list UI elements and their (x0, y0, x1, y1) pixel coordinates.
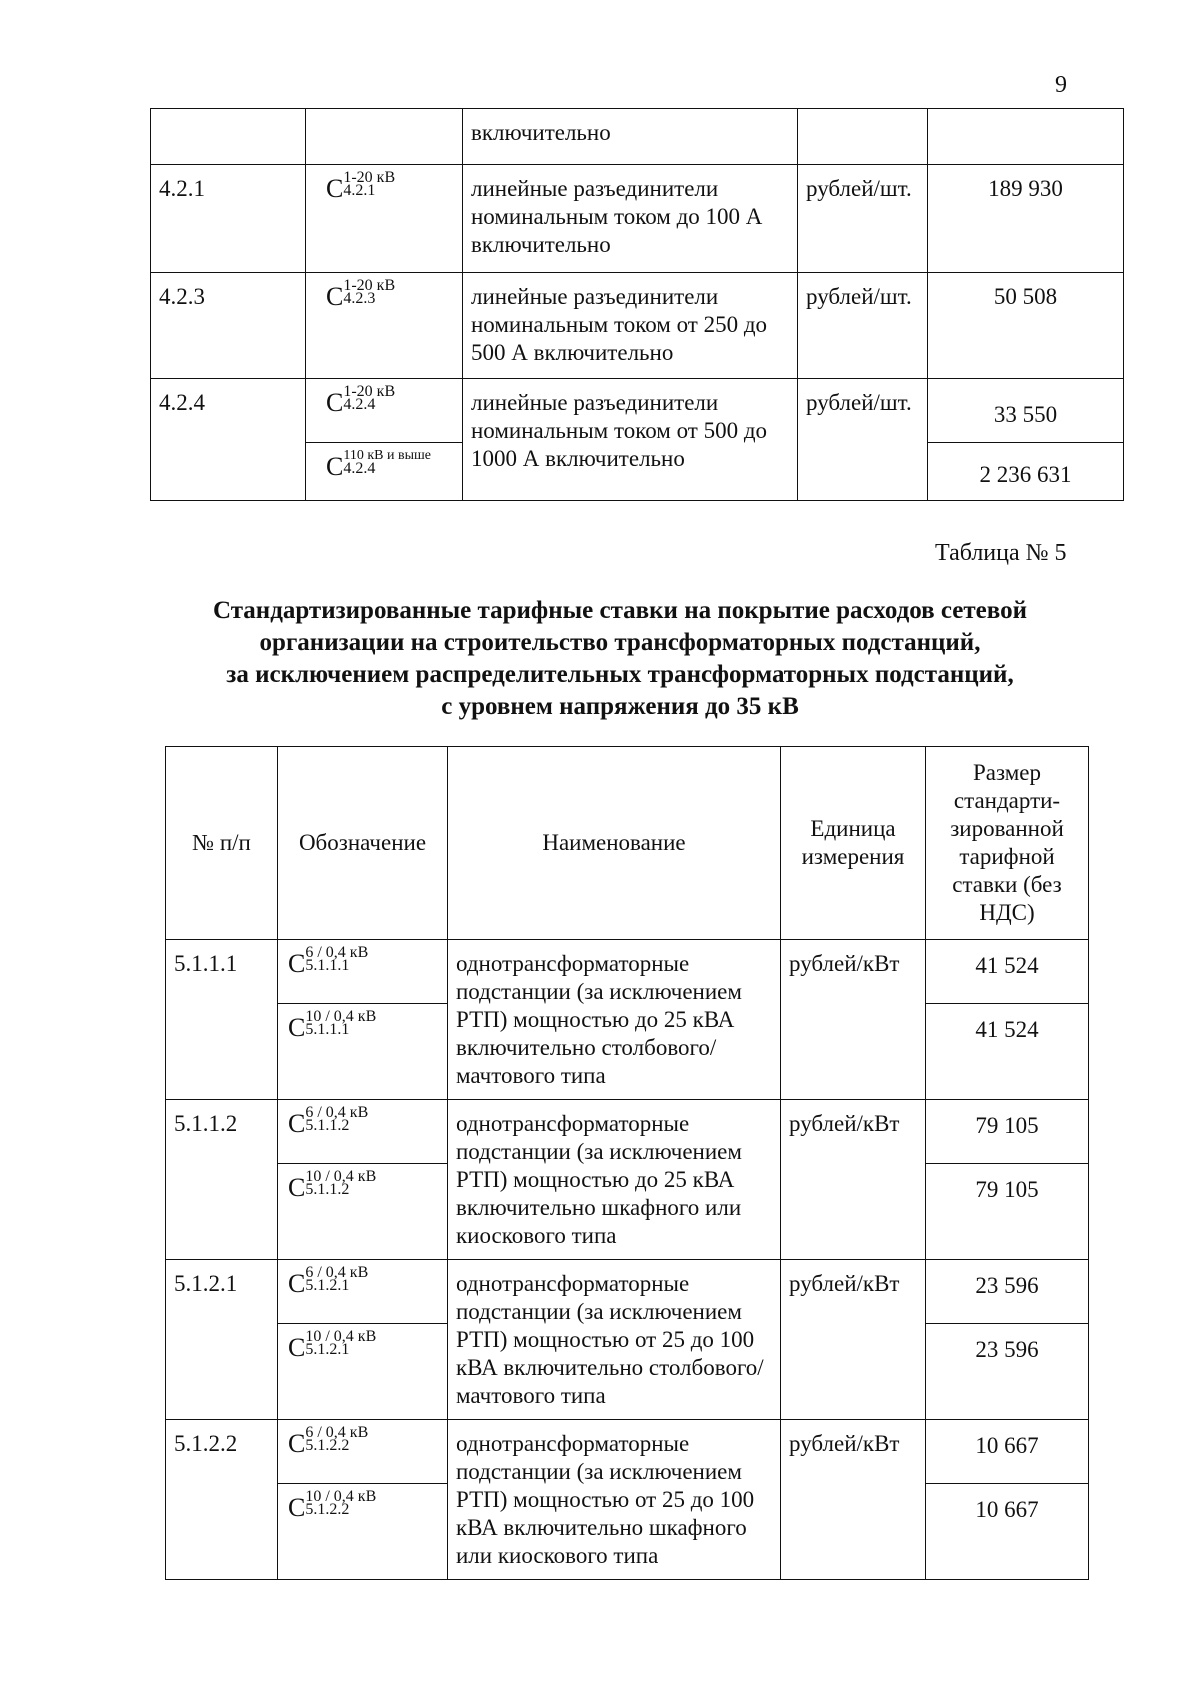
unit: рублей/шт. (798, 165, 928, 273)
continuation-text: включительно (463, 109, 798, 165)
table-title (180, 595, 1060, 723)
row-number: 5.1.1.1 (166, 940, 278, 1100)
row-number: 4.2.3 (151, 273, 306, 379)
page-number: 9 (1055, 72, 1067, 98)
item-name: линейные разъединители номинальным током от 500 до 1000 А включительно (463, 379, 798, 501)
row-number: 5.1.1.2 (166, 1100, 278, 1260)
item-name: однотрансформаторные подстанции (за исключением РТП) мощностью от 25 до 100 кВА включительно шкафного или киоскового типа (448, 1420, 781, 1580)
item-name: однотрансформаторные подстанции (за исключением РТП) мощностью до 25 кВА включительно столбового/ мачтового типа (448, 940, 781, 1100)
unit: рублей/шт. (798, 273, 928, 379)
designation-symbol: C 10 / 0,4 кВ 5.1.1.1 (288, 1008, 377, 1042)
unit: рублей/кВт (781, 1260, 926, 1420)
rate-value-cell (926, 940, 1089, 1100)
rate-value-cell (928, 379, 1124, 501)
table-header-row (166, 747, 1089, 940)
table-row (151, 165, 1124, 273)
row-number: 5.1.2.2 (166, 1420, 278, 1580)
table-row (151, 273, 1124, 379)
title-line: за исключением распределительных трансформаторных подстанций, (226, 661, 1014, 688)
table-5 (165, 746, 1089, 1580)
designation-symbol: C 6 / 0,4 кВ 5.1.2.2 (288, 1424, 369, 1458)
rate-value: 10 667 (926, 1420, 1088, 1484)
designation-symbol: C 1-20 кВ 4.2.1 (326, 169, 396, 203)
table-caption: Таблица № 5 (935, 540, 1067, 566)
designation-symbol: C 6 / 0,4 кВ 5.1.1.2 (288, 1104, 369, 1138)
rate-value-cell (926, 1260, 1089, 1420)
rate-value: 41 524 (975, 1017, 1039, 1042)
header-name: Наименование (448, 747, 781, 940)
header-num: № п/п (166, 747, 278, 940)
row-number: 5.1.2.1 (166, 1260, 278, 1420)
unit: рублей/кВт (781, 1100, 926, 1260)
designation-symbol: C 10 / 0,4 кВ 5.1.2.1 (288, 1328, 377, 1362)
designation-symbol: C 110 кВ и выше 4.2.4 (326, 448, 431, 481)
rate-value: 23 596 (975, 1337, 1039, 1362)
rate-value: 33 550 (928, 379, 1123, 443)
title-line: организации на строительство трансформаторных подстанций, (259, 629, 981, 656)
designation-symbol: C 6 / 0,4 кВ 5.1.1.1 (288, 944, 369, 978)
table-row (151, 109, 1124, 165)
table-row (166, 1260, 1089, 1420)
item-name: однотрансформаторные подстанции (за исключением РТП) мощностью от 25 до 100 кВА включительно столбового/мачтового типа (448, 1260, 781, 1420)
table-row (166, 940, 1089, 1100)
rate-value: 79 105 (975, 1177, 1039, 1202)
unit: рублей/кВт (781, 1420, 926, 1580)
rate-value-cell (926, 1420, 1089, 1580)
row-number: 4.2.4 (151, 379, 306, 501)
title-line: с уровнем напряжения до 35 кВ (441, 693, 799, 720)
designation-cell (306, 165, 463, 273)
designation-symbol: C 6 / 0,4 кВ 5.1.2.1 (288, 1264, 369, 1298)
item-name: линейные разъединители номинальным током от 250 до 500 А включительно (463, 273, 798, 379)
unit: рублей/шт. (798, 379, 928, 501)
rate-value: 23 596 (926, 1260, 1088, 1324)
rate-value: 50 508 (928, 273, 1124, 379)
designation-symbol: C 10 / 0,4 кВ 5.1.1.2 (288, 1168, 377, 1202)
header-designation: Обозначение (278, 747, 448, 940)
item-name: однотрансформаторные подстанции (за исключением РТП) мощностью до 25 кВА включительно шкафного или киоскового типа (448, 1100, 781, 1260)
table-row (151, 379, 1124, 501)
table-row (166, 1420, 1089, 1580)
title-line: Стандартизированные тарифные ставки на покрытие расходов сетевой (212, 597, 1028, 624)
row-number: 4.2.1 (151, 165, 306, 273)
rate-value: 41 524 (926, 940, 1088, 1004)
designation-cell (278, 1420, 448, 1580)
designation-cell (278, 1100, 448, 1260)
designation-symbol: C 10 / 0,4 кВ 5.1.2.2 (288, 1488, 377, 1522)
unit: рублей/кВт (781, 940, 926, 1100)
rate-value: 189 930 (928, 165, 1124, 273)
designation-symbol: C 1-20 кВ 4.2.3 (326, 277, 396, 311)
item-name: линейные разъединители номинальным током до 100 А включительно (463, 165, 798, 273)
designation-cell (278, 1260, 448, 1420)
designation-symbol: C 1-20 кВ 4.2.4 (326, 383, 396, 417)
header-unit: Единица измерения (781, 747, 926, 940)
header-value: Размер стандарти-зированной тарифной ставки (без НДС) (926, 747, 1089, 940)
table-4-continuation (150, 108, 1124, 501)
rate-value: 10 667 (975, 1497, 1039, 1522)
designation-cell (278, 940, 448, 1100)
rate-value: 79 105 (926, 1100, 1088, 1164)
rate-value-cell (926, 1100, 1089, 1260)
table-row (166, 1100, 1089, 1260)
designation-cell (306, 273, 463, 379)
designation-cell (306, 379, 463, 501)
rate-value: 2 236 631 (979, 462, 1072, 487)
